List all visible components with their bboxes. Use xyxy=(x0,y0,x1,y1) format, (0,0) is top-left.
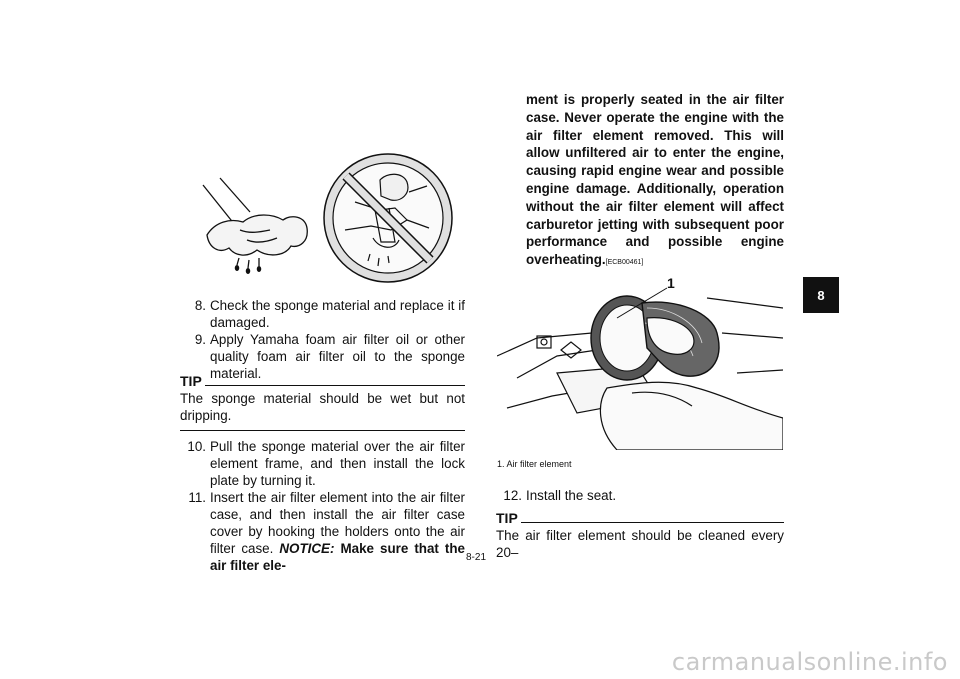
chapter-tab: 8 xyxy=(803,277,839,313)
notice-lead: Make sure that the air filter ele- xyxy=(210,541,465,573)
step-11: 11. Insert the air filter element into the air filter case, and then install the air filter case cover by hooking the holders onto the air filter case. NOTICE: Make sure that the air filter ele- xyxy=(188,490,465,573)
step-10: 10. Pull the sponge material over the air filter element frame, and then install the lock plate by turning it. xyxy=(187,439,465,488)
notice-continued: ment is properly seated in the air filter case. Never operate the engine with the air filter element removed. This will allow unfiltered air to enter the engine, causing rapid engine wear and possible engine damage. Additionally, operation without the air filter element will affect carburetor jetting with subsequent poor performance and possible engine overheating.[ECB00461] xyxy=(526,92,784,268)
tip-heading-1: TIP xyxy=(180,373,465,389)
page-number: 8-21 xyxy=(466,552,487,563)
step-12: 12. Install the seat. xyxy=(503,488,617,503)
hand-squeeze-icon xyxy=(203,178,307,273)
sponge-squeeze-illustration xyxy=(195,150,465,285)
tip-text-2: The air filter element should be cleaned every 20– xyxy=(496,528,784,560)
notice-label: NOTICE: xyxy=(279,541,335,556)
figure-callout: 1 xyxy=(667,278,675,291)
step-9: 9. Apply Yamaha foam air filter oil or other quality foam air filter oil to the sponge material. xyxy=(194,332,465,381)
watermark: carmanualsonline.info xyxy=(671,648,948,676)
prohibited-wringing-icon xyxy=(324,154,452,282)
figure-caption: 1. Air filter element xyxy=(497,459,572,469)
tip-text-1: The sponge material should be wet but not dripping. xyxy=(180,391,465,423)
notice-ref: [ECB00461] xyxy=(605,259,644,267)
tip-heading-2: TIP xyxy=(496,510,784,526)
air-filter-install-illustration xyxy=(497,278,783,450)
tip-end-rule xyxy=(180,430,465,431)
step-8: 8. Check the sponge material and replace it if damaged. xyxy=(194,298,465,330)
